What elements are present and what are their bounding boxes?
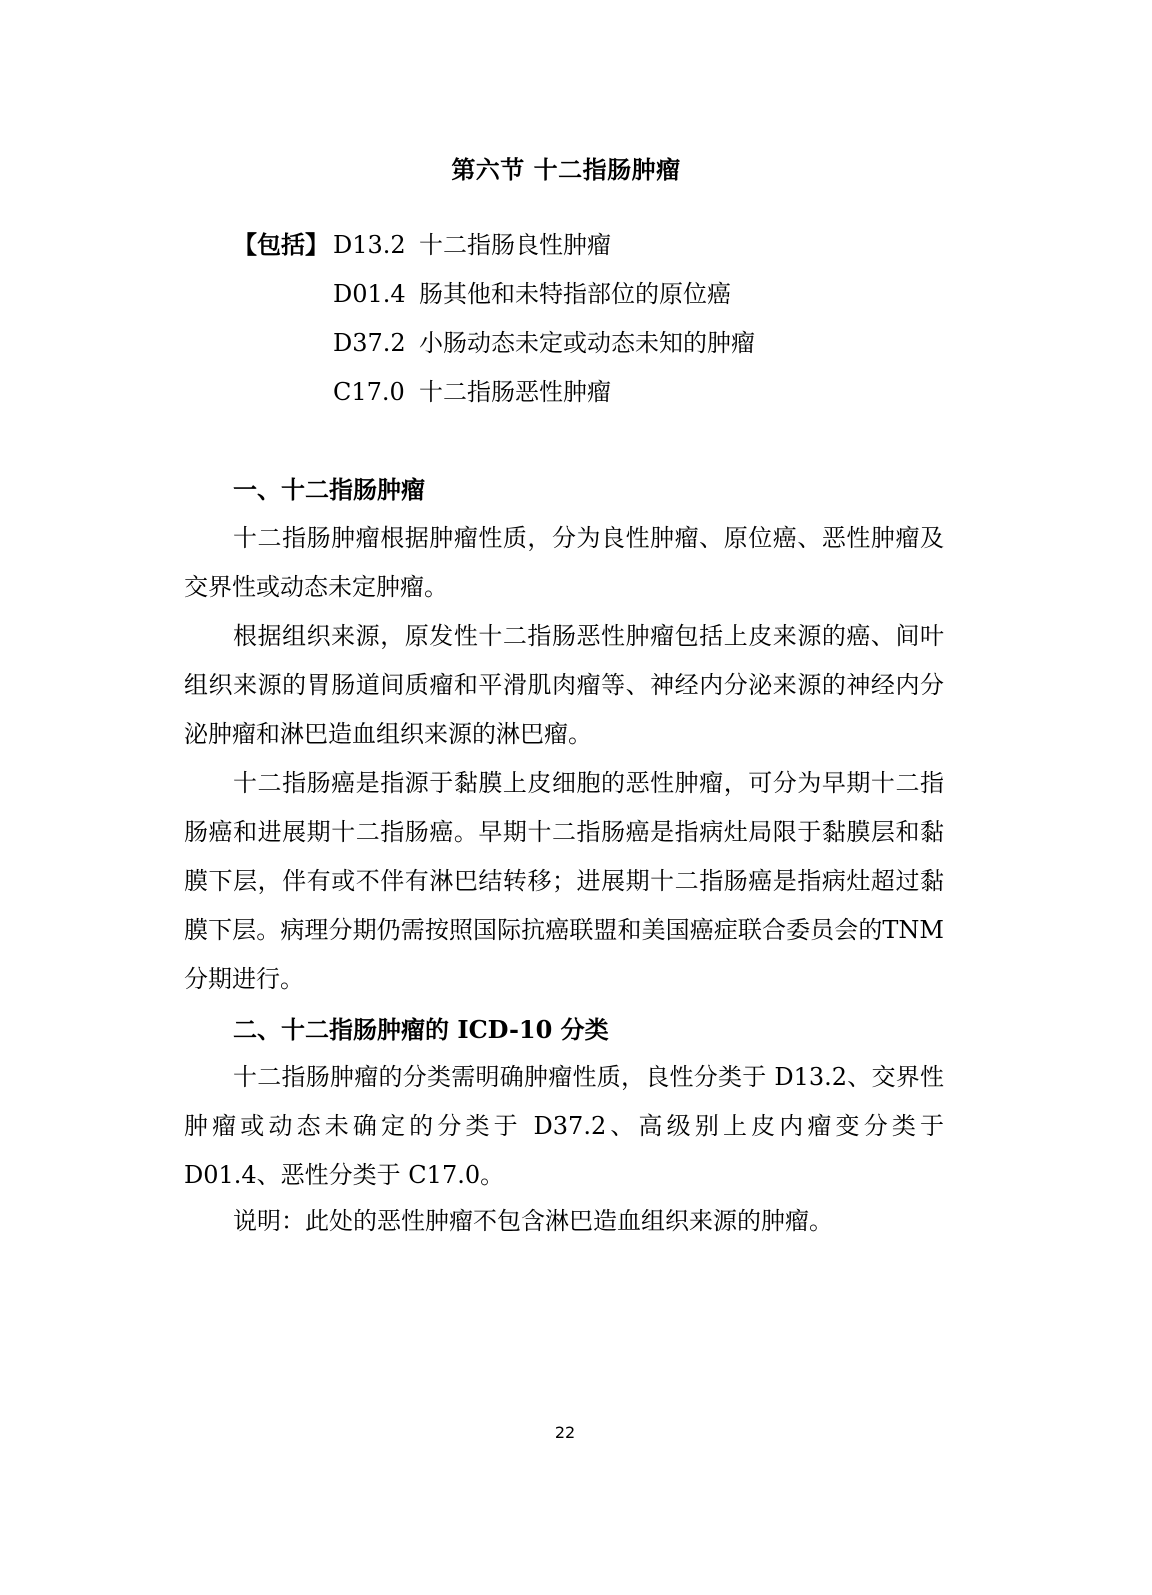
paragraph: 十二指肠肿瘤根据肿瘤性质，分为良性肿瘤、原位癌、恶性肿瘤及交界性或动态未定肿瘤。 bbox=[184, 524, 944, 601]
icd-code: D01.4 bbox=[333, 280, 406, 308]
icd-description: 肠其他和未特指部位的原位癌 bbox=[419, 280, 731, 308]
icd-code: D37.2 bbox=[333, 329, 406, 357]
section-heading: 二、十二指肠肿瘤的 ICD-10 分类 bbox=[233, 1015, 609, 1044]
icd-description: 小肠动态未定或动态未知的肿瘤 bbox=[419, 329, 755, 357]
page-number: 22 bbox=[554, 1423, 576, 1442]
icd-code: C17.0 bbox=[333, 378, 405, 406]
section-heading: 一、十二指肠肿瘤 bbox=[233, 475, 425, 504]
note: 说明：此处的恶性肿瘤不包含淋巴造血组织来源的肿瘤。 bbox=[233, 1207, 833, 1235]
icd-description: 十二指肠良性肿瘤 bbox=[419, 231, 611, 259]
includes-label: 【包括】 bbox=[233, 230, 329, 259]
icd-code: D13.2 bbox=[333, 231, 406, 259]
paragraph: 十二指肠癌是指源于黏膜上皮细胞的恶性肿瘤，可分为早期十二指肠癌和进展期十二指肠癌。早期十二指肠癌是指病灶局限于黏膜层和黏膜下层，伴有或不伴有淋巴结转移；进展期十二指肠癌是指病灶超过黏膜下层。病理分期仍需按照国际抗癌联盟和美国癌症联合委员会的TNM 分期进行。 bbox=[184, 769, 944, 993]
paragraph: 根据组织来源，原发性十二指肠恶性肿瘤包括上皮来源的癌、间叶组织来源的胃肠道间质瘤和平滑肌肉瘤等、神经内分泌来源的神经内分泌肿瘤和淋巴造血组织来源的淋巴瘤。 bbox=[184, 622, 944, 748]
icd-description: 十二指肠恶性肿瘤 bbox=[419, 378, 611, 406]
section-title: 第六节 十二指肠肿瘤 bbox=[451, 155, 681, 184]
paragraph: 十二指肠肿瘤的分类需明确肿瘤性质，良性分类于 D13.2、交界性肿瘤或动态未确定的分类于 D37.2、高级别上皮内瘤变分类于 D01.4、恶性分类于 C17.0。 bbox=[184, 1063, 944, 1189]
